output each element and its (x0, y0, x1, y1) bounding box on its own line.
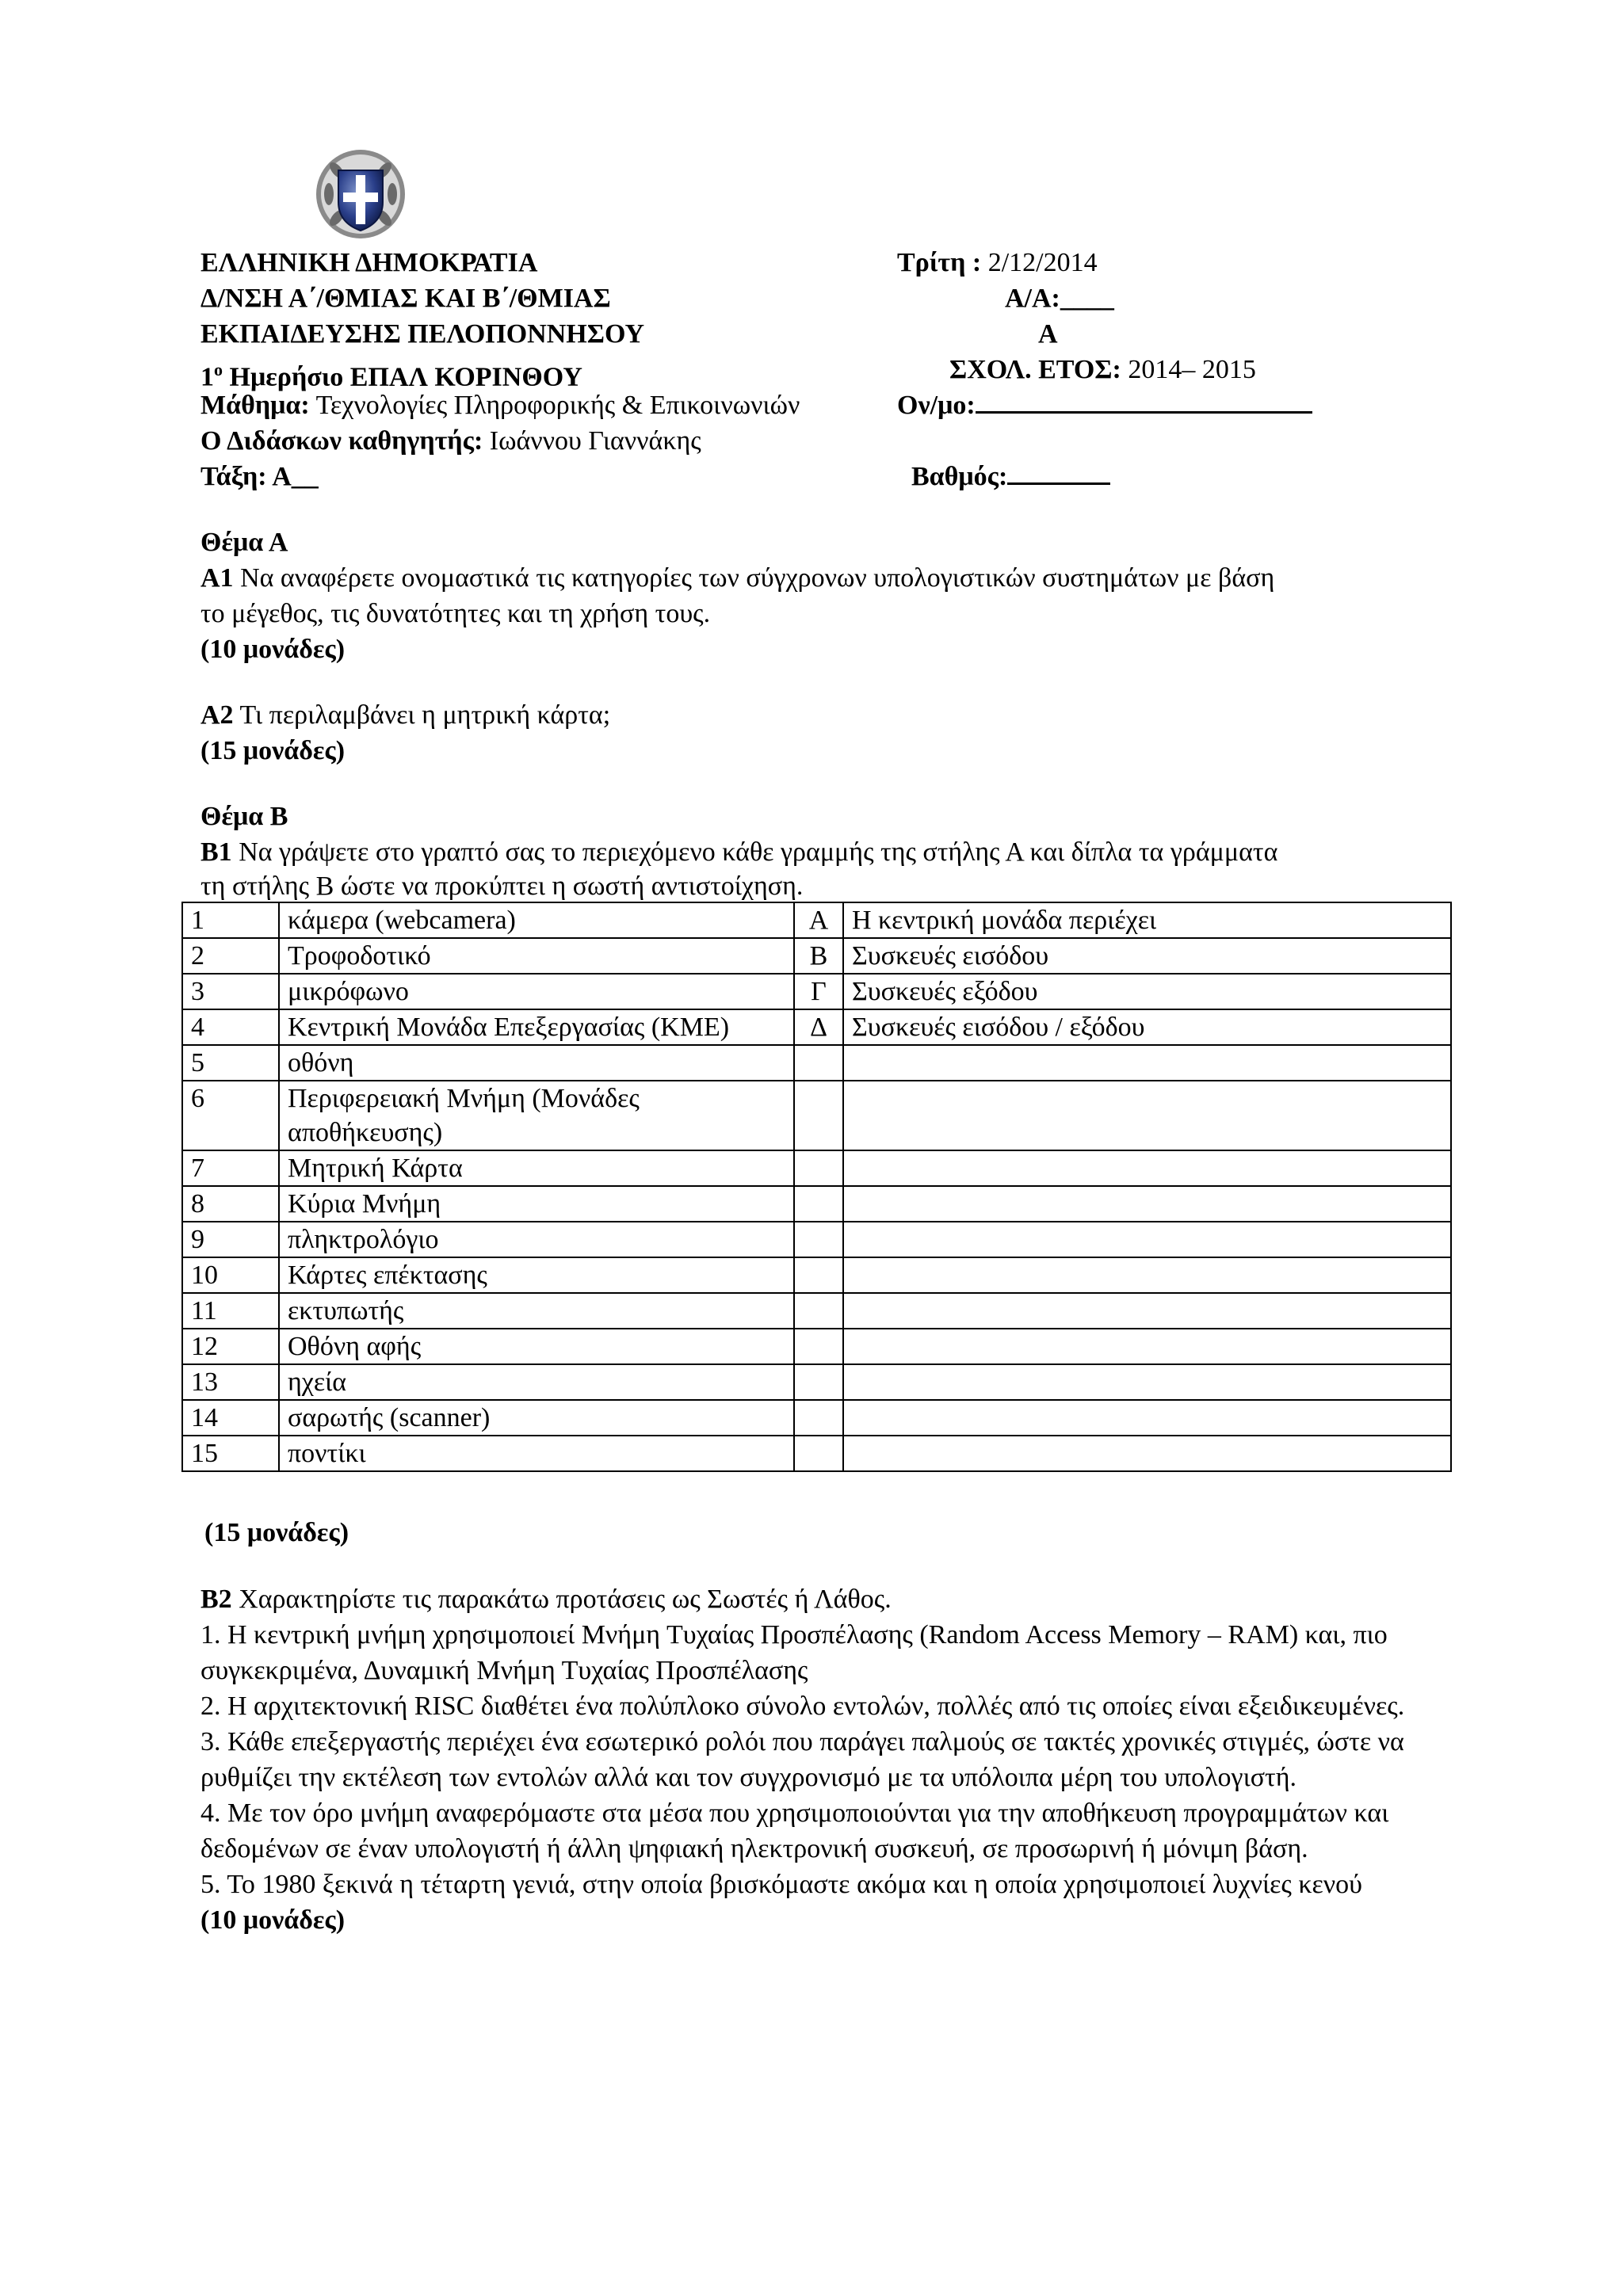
education-title: ΕΚΠΑΙΔΕΥΣΗΣ ΠΕΛΟΠΟΝΝΗΣΟΥ (200, 319, 645, 349)
b1-label: Β1 (200, 837, 232, 867)
row-category: Συσκευές εισόδου (843, 938, 1451, 974)
row-letter (794, 1436, 843, 1471)
table-row (182, 1081, 1451, 1150)
row-number: 13 (182, 1364, 279, 1400)
teacher-value: Ιωάννου Γιαννάκης (489, 426, 701, 456)
row-item: οθόνη (279, 1045, 794, 1081)
table-row (182, 1222, 1451, 1257)
row-letter (794, 1364, 843, 1400)
row-category (843, 1293, 1451, 1329)
subject-line (200, 387, 800, 423)
table-row (182, 1329, 1451, 1364)
table-row (182, 1293, 1451, 1329)
row-category (843, 1150, 1451, 1186)
table-row (182, 974, 1451, 1009)
row-number: 12 (182, 1329, 279, 1364)
a1-text-line1: Να αναφέρετε ονομαστικά τις κατηγορίες των σύγχρονων υπολογιστικών συστημάτων με βάση (240, 563, 1275, 593)
row-item: Περιφερειακή Μνήμη (Μονάδες αποθήκευσης) (279, 1081, 794, 1150)
theme-a-title: Θέμα Α (200, 528, 288, 557)
table-row (182, 1436, 1451, 1471)
row-letter: Α (794, 902, 843, 938)
row-item: ηχεία (279, 1364, 794, 1400)
teacher-label: Ο Διδάσκων καθηγητής: (200, 426, 483, 456)
year-label: ΣΧΟΛ. ΕΤΟΣ: (949, 355, 1121, 384)
a2-text: Τι περιλαμβάνει η μητρική κάρτα; (239, 700, 611, 730)
row-number: 6 (182, 1081, 279, 1150)
a1-label: Α1 (200, 563, 234, 593)
section-letter: Α (1038, 319, 1058, 349)
row-category (843, 1329, 1451, 1364)
school-superscript: ο (214, 360, 223, 379)
aa-blank: ____ (1060, 284, 1114, 313)
table-row (182, 1400, 1451, 1436)
row-number: 2 (182, 938, 279, 974)
class-label: Τάξη: Α__ (200, 462, 319, 491)
grade-line (911, 459, 1110, 494)
row-item: Μητρική Κάρτα (279, 1150, 794, 1186)
row-number: 1 (182, 902, 279, 938)
row-number: 7 (182, 1150, 279, 1186)
row-category: Συσκευές εξόδου (843, 974, 1451, 1009)
aa-label: Α/Α: (1005, 284, 1060, 313)
a1-text-line2: το μέγεθος, τις δυνατότητες και τη χρήση τους. (200, 599, 711, 628)
grade-label: Βαθμός: (911, 462, 1008, 491)
row-item: Κάρτες επέκτασης (279, 1257, 794, 1293)
row-category (843, 1436, 1451, 1471)
row-letter: Δ (794, 1009, 843, 1045)
greek-emblem-icon (313, 147, 408, 242)
b2-text: Χαρακτηρίστε τις παρακάτω προτάσεις ως Σωστές ή Λάθος. (239, 1585, 892, 1614)
subject-label: Μάθημα: (200, 391, 310, 420)
row-number: 15 (182, 1436, 279, 1471)
date-label: Τρίτη : (897, 248, 982, 277)
row-category (843, 1081, 1451, 1150)
question-b2 (200, 1581, 1453, 1617)
row-category: Η κεντρική μονάδα περιέχει (843, 902, 1451, 938)
table-row (182, 1364, 1451, 1400)
b1-text-line2: τη στήλης Β ώστε να προκύπτει η σωστή αντιστοίχηση. (200, 871, 804, 901)
row-number: 5 (182, 1045, 279, 1081)
row-letter (794, 1257, 843, 1293)
row-category (843, 1364, 1451, 1400)
question-a1 (200, 560, 1453, 596)
row-category (843, 1400, 1451, 1436)
table-row (182, 1257, 1451, 1293)
directorate-title: Δ/ΝΣΗ Α΄/ΘΜΙΑΣ ΚΑΙ Β΄/ΘΜΙΑΣ (200, 284, 611, 313)
row-letter (794, 1293, 843, 1329)
year-value: 2014– 2015 (1128, 355, 1256, 384)
row-number: 8 (182, 1186, 279, 1222)
school-name-text: Ημερήσιο ΕΠΑΛ ΚΟΡΙΝΘΟΥ (229, 362, 582, 392)
name-line (897, 387, 1312, 423)
statement-2: 2. Η αρχιτεκτονική RISC διαθέτει ένα πολύπλοκο σύνολο εντολών, πολλές από τις οποίες είναι εξειδικευμένες. (200, 1691, 1405, 1721)
question-a2 (200, 697, 1453, 733)
table-row (182, 902, 1451, 938)
date-line (897, 245, 1098, 280)
row-category (843, 1045, 1451, 1081)
row-item: Τροφοδοτικό (279, 938, 794, 974)
matching-table (181, 902, 1452, 1472)
b1-points: (15 μονάδες) (204, 1518, 349, 1547)
school-number: 1 (200, 362, 214, 392)
row-number: 11 (182, 1293, 279, 1329)
row-item: πληκτρολόγιο (279, 1222, 794, 1257)
name-label: Ον/μο: (897, 391, 976, 420)
row-letter (794, 1329, 843, 1364)
b2-label: Β2 (200, 1585, 232, 1614)
row-letter (794, 1150, 843, 1186)
row-letter (794, 1400, 843, 1436)
table-row (182, 1045, 1451, 1081)
row-letter (794, 1186, 843, 1222)
b2-points: (10 μονάδες) (200, 1905, 346, 1935)
subject-value: Τεχνολογίες Πληροφορικής & Επικοινωνιών (315, 391, 800, 420)
date-value: 2/12/2014 (987, 248, 1098, 277)
row-category (843, 1257, 1451, 1293)
row-category (843, 1186, 1451, 1222)
row-item: κάμερα (webcamera) (279, 902, 794, 938)
b1-text-line1: Να γράψετε στο γραπτό σας το περιεχόμενο κάθε γραμμής της στήλης Α και δίπλα τα γράμματα (239, 837, 1278, 867)
a2-label: Α2 (200, 700, 234, 730)
row-item: ποντίκι (279, 1436, 794, 1471)
row-letter: Β (794, 938, 843, 974)
row-letter (794, 1222, 843, 1257)
aa-line (1005, 280, 1114, 316)
row-category: Συσκευές εισόδου / εξόδου (843, 1009, 1451, 1045)
a2-points: (15 μονάδες) (200, 736, 346, 765)
year-line (949, 352, 1256, 387)
row-number: 9 (182, 1222, 279, 1257)
row-item: σαρωτής (scanner) (279, 1400, 794, 1436)
statement-3: 3. Κάθε επεξεργαστής περιέχει ένα εσωτερικό ρολόι που παράγει παλμούς σε τακτές χρονικές στιγμές, ώστε να ρυθμίζει την εκτέλεση των εντολών αλλά και τον συγχρονισμό με τα υπόλοιπα μέρη του υπολογιστή. (200, 1727, 1404, 1792)
table-row (182, 1009, 1451, 1045)
row-number: 14 (182, 1400, 279, 1436)
matching-table-body (182, 902, 1451, 1471)
table-row (182, 1150, 1451, 1186)
republic-title: ΕΛΛΗΝΙΚΗ ΔΗΜΟΚΡΑΤΙΑ (200, 248, 538, 277)
row-letter (794, 1045, 843, 1081)
row-item: Κύρια Μνήμη (279, 1186, 794, 1222)
teacher-line (200, 423, 701, 459)
row-number: 4 (182, 1009, 279, 1045)
row-letter (794, 1081, 843, 1150)
row-category (843, 1222, 1451, 1257)
statement-5: 5. Το 1980 ξεκινά η τέταρτη γενιά, στην οποία βρισκόμαστε ακόμα και η οποία χρησιμοποιεί λυχνίες κενού (200, 1870, 1362, 1899)
statement-1: 1. Η κεντρική μνήμη χρησιμοποιεί Μνήμη Τυχαίας Προσπέλασης (Random Access Memory – RAM) και, πιο συγκεκριμένα, Δυναμική Μνήμη Τυχαίας Προσπέλασης (200, 1620, 1388, 1685)
statement-list (200, 1617, 1461, 1938)
statement-4: 4. Με τον όρο μνήμη αναφερόμαστε στα μέσα που χρησιμοποιούνται για την αποθήκευση προγραμμάτων και δεδομένων σε έναν υπολογιστή ή άλλη ψηφιακή ηλεκτρονική συσκευή, σε προσωρινή ή μόνιμη βάση. (200, 1798, 1389, 1863)
question-b1 (200, 834, 1453, 870)
table-row (182, 1186, 1451, 1222)
row-item: εκτυπωτής (279, 1293, 794, 1329)
row-number: 10 (182, 1257, 279, 1293)
row-item: μικρόφωνο (279, 974, 794, 1009)
grade-blank[interactable] (1007, 459, 1110, 485)
theme-b-title: Θέμα Β (200, 802, 288, 831)
a1-points: (10 μονάδες) (200, 635, 346, 664)
row-letter: Γ (794, 974, 843, 1009)
table-row (182, 938, 1451, 974)
row-number: 3 (182, 974, 279, 1009)
row-item: Κεντρική Μονάδα Επεξεργασίας (ΚΜΕ) (279, 1009, 794, 1045)
name-blank[interactable] (976, 387, 1312, 414)
row-item: Οθόνη αφής (279, 1329, 794, 1364)
